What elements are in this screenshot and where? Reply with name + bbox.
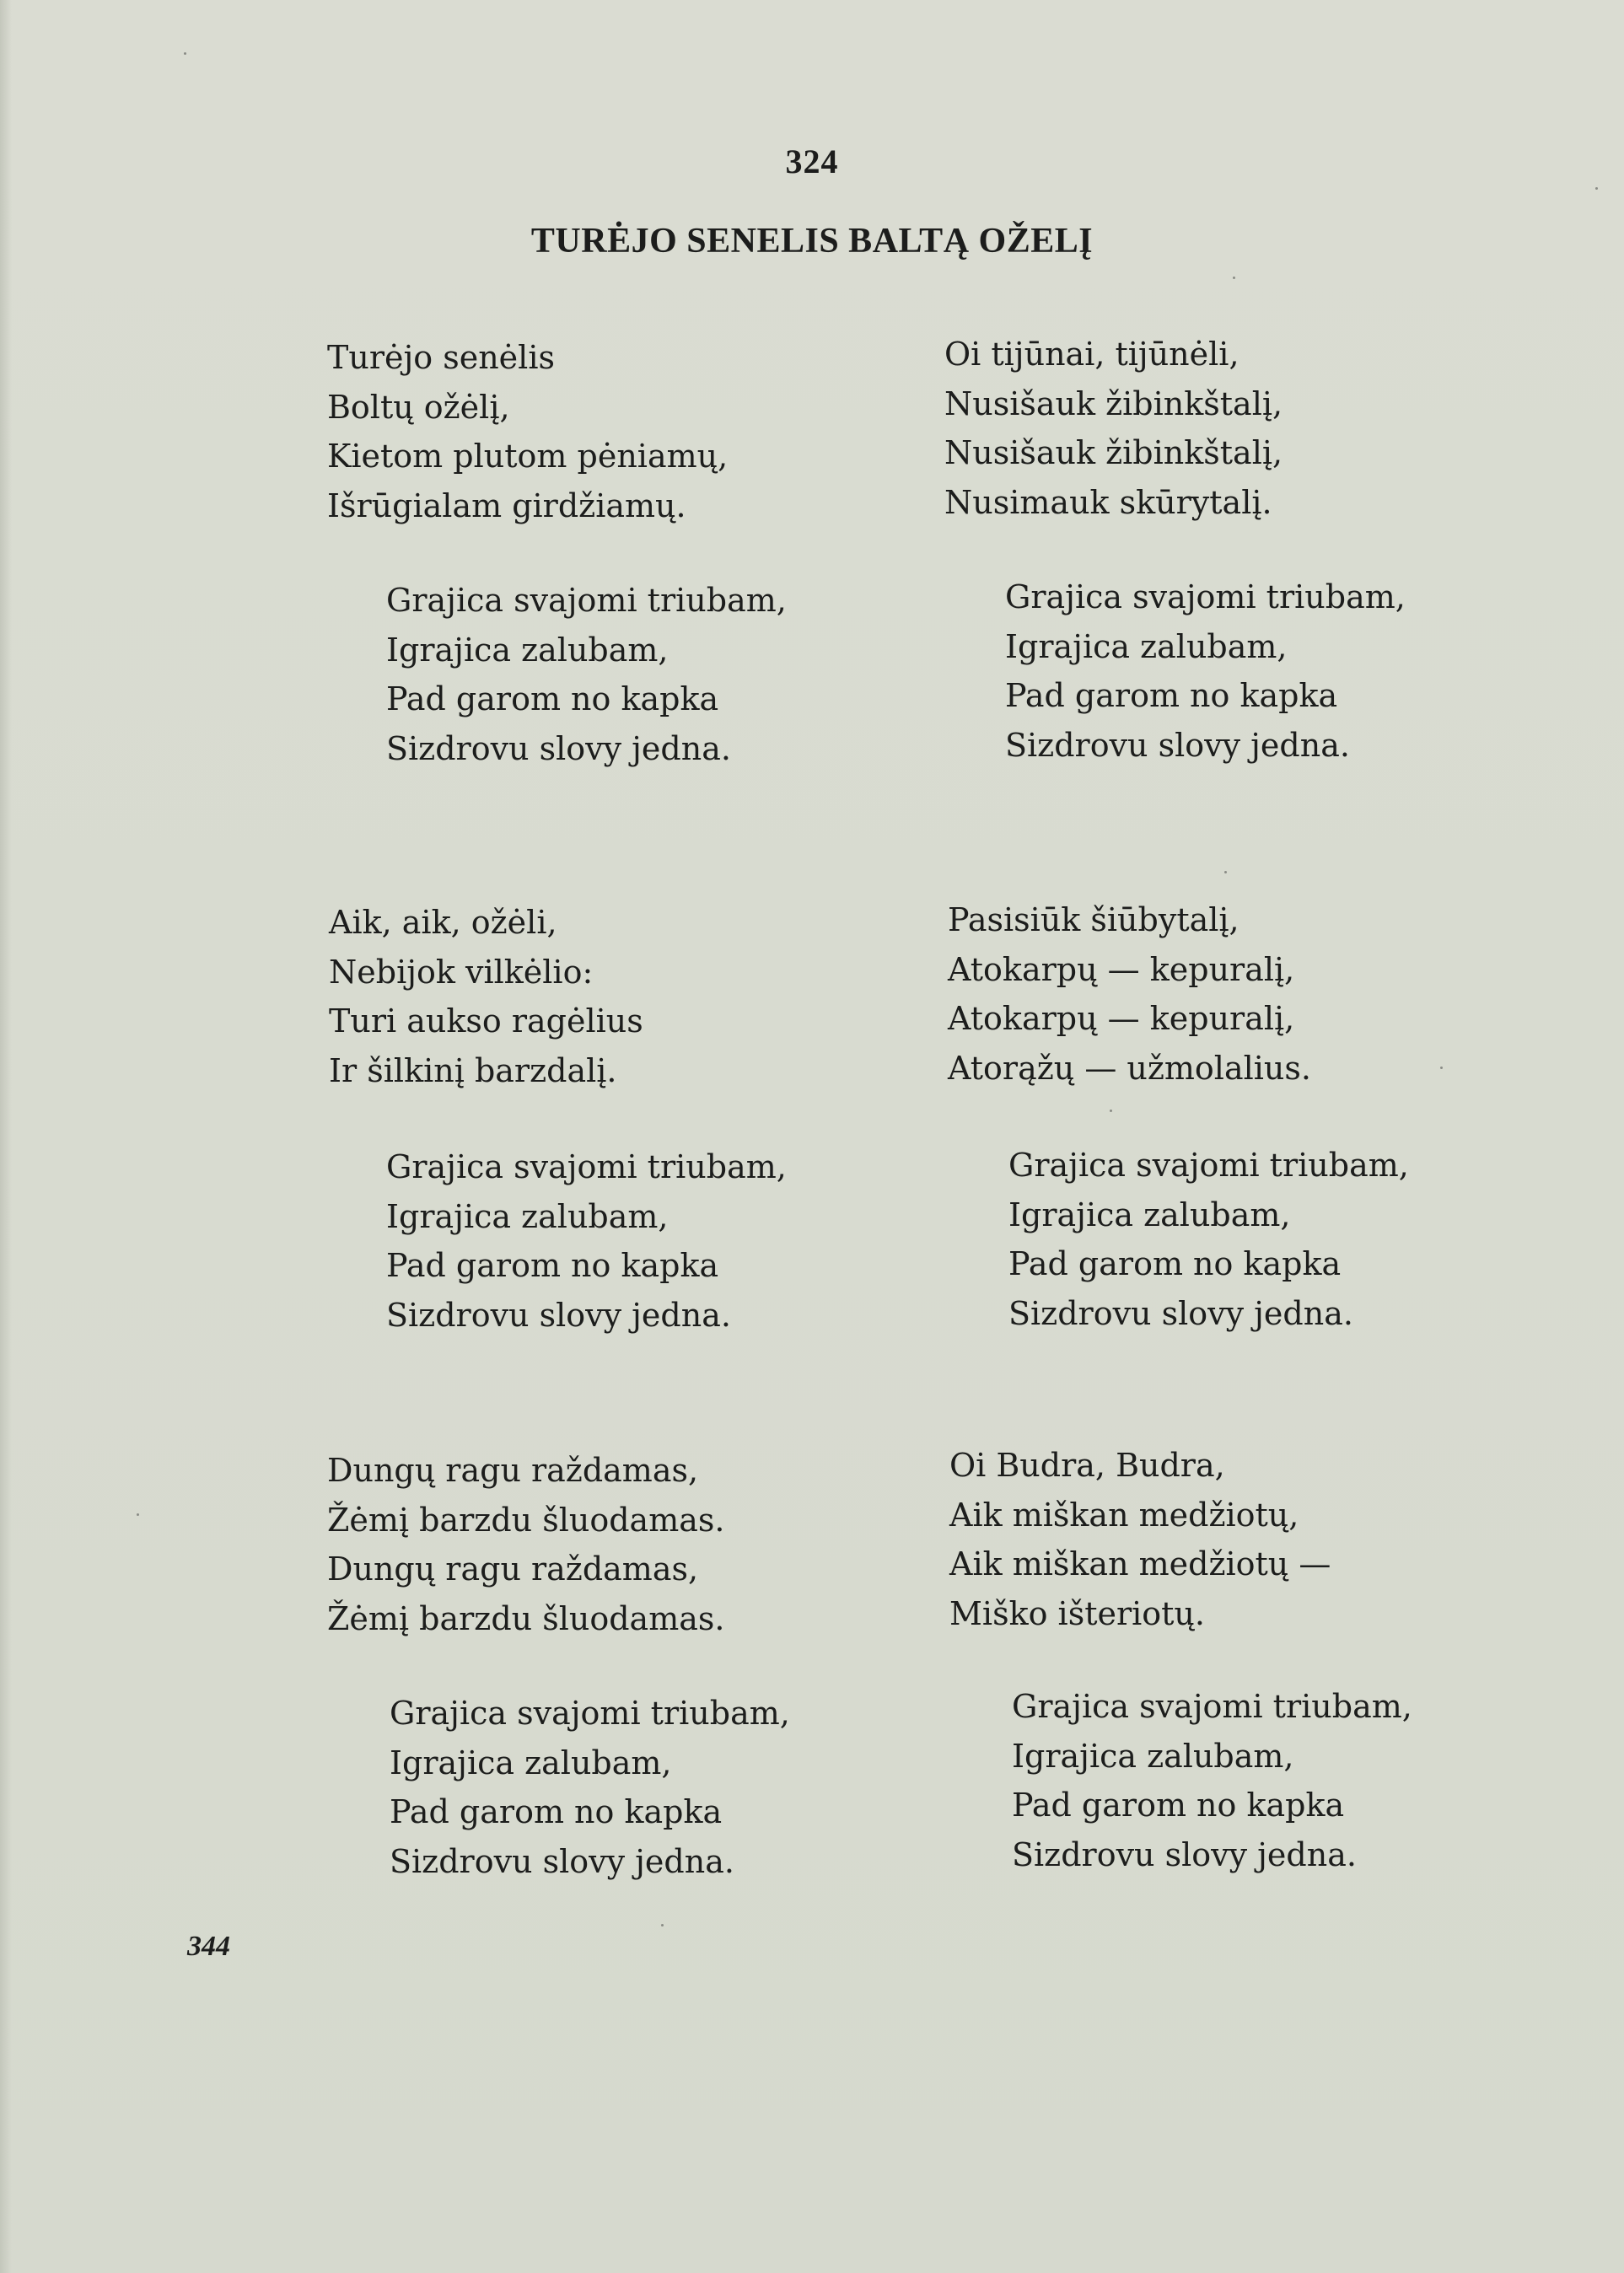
- refrain-line: Igrajica zalubam,: [1012, 1737, 1294, 1775]
- verse-line: Oi tijūnai, tijūnėli,: [944, 336, 1240, 373]
- refrain-line: Sizdrovu slovy jedna.: [1005, 726, 1350, 764]
- verse-line: Miško išteriotų.: [949, 1594, 1205, 1632]
- verse-line: Oi Budra, Budra,: [949, 1447, 1225, 1484]
- refrain-line: Grajica svajomi triubam,: [1012, 1688, 1412, 1725]
- verse-line: Pasisiūk šiūbytalį,: [948, 901, 1240, 938]
- verse-line: Nebijok vilkėlio:: [329, 953, 594, 991]
- verse-line: Aik miškan medžiotų,: [949, 1496, 1299, 1534]
- song-title: TURĖJO SENELIS BALTĄ OŽELĮ: [530, 222, 1094, 261]
- paper-speck: [1595, 187, 1598, 190]
- refrain-line: Sizdrovu slovy jedna.: [386, 1296, 731, 1334]
- paper-speck: [1440, 1067, 1443, 1069]
- verse-line: Turėjo senėlis: [327, 339, 555, 376]
- refrain-left-3: [390, 1689, 790, 1886]
- refrain-line: Sizdrovu slovy jedna.: [1012, 1835, 1357, 1873]
- stanza-left-2: [329, 898, 643, 1095]
- refrain-line: Pad garom no kapka: [390, 1793, 723, 1830]
- stanza-left-3: [327, 1446, 724, 1643]
- refrain-line: Pad garom no kapka: [1005, 677, 1338, 714]
- verse-line: Boltų ožėlį,: [327, 388, 510, 426]
- paper-speck: [137, 1513, 139, 1516]
- page-binding-shadow: [0, 0, 12, 2273]
- paper-speck: [661, 1924, 664, 1926]
- verse-line: Turi aukso ragėlius: [329, 1002, 643, 1040]
- refrain-line: Sizdrovu slovy jedna.: [390, 1842, 734, 1880]
- verse-line: Dungų ragu raždamas,: [327, 1550, 699, 1588]
- refrain-line: Igrajica zalubam,: [386, 1197, 669, 1235]
- verse-line: Atorąžų — užmolalius.: [948, 1049, 1311, 1087]
- refrain-left-2: [386, 1142, 787, 1340]
- refrain-right-3: [1012, 1682, 1412, 1879]
- verse-line: Ir šilkinį barzdalį.: [329, 1051, 617, 1089]
- refrain-right-1: [1005, 572, 1406, 770]
- stanza-right-1: [944, 330, 1283, 527]
- verse-line: Aik miškan medžiotų —: [949, 1545, 1331, 1583]
- refrain-line: Pad garom no kapka: [1008, 1245, 1342, 1282]
- paper-speck: [1233, 277, 1235, 279]
- refrain-line: Grajica svajomi triubam,: [390, 1695, 790, 1732]
- refrain-line: Grajica svajomi triubam,: [1005, 578, 1406, 615]
- refrain-line: Igrajica zalubam,: [1008, 1196, 1291, 1233]
- refrain-line: Igrajica zalubam,: [390, 1744, 672, 1781]
- paper-speck: [1110, 1110, 1112, 1112]
- verse-line: Nusišauk žibinkštalį,: [944, 384, 1283, 422]
- refrain-line: Grajica svajomi triubam,: [386, 1148, 787, 1185]
- refrain-line: Igrajica zalubam,: [386, 631, 669, 669]
- refrain-line: Pad garom no kapka: [386, 680, 719, 717]
- verse-line: Išrūgialam girdžiamų.: [327, 486, 686, 524]
- verse-line: Atokarpų — kepuralį,: [948, 1000, 1295, 1037]
- refrain-line: Pad garom no kapka: [386, 1247, 719, 1284]
- refrain-line: Sizdrovu slovy jedna.: [386, 729, 731, 767]
- paper-speck: [1224, 871, 1227, 873]
- stanza-right-3: [949, 1441, 1331, 1638]
- verse-line: Atokarpų — kepuralį,: [948, 950, 1295, 988]
- refrain-line: Grajica svajomi triubam,: [386, 582, 787, 619]
- verse-line: Nusišauk žibinkštalį,: [944, 434, 1283, 471]
- verse-line: Žėmį barzdu šluodamas.: [327, 1599, 725, 1637]
- verse-line: Dungų ragu raždamas,: [327, 1452, 699, 1489]
- verse-line: Nusimauk skūrytalį.: [944, 483, 1272, 521]
- refrain-line: Sizdrovu slovy jedna.: [1008, 1294, 1353, 1332]
- refrain-line: Grajica svajomi triubam,: [1008, 1147, 1409, 1184]
- verse-line: Kietom plutom pėniamų,: [327, 438, 729, 475]
- refrain-line: Igrajica zalubam,: [1005, 627, 1288, 665]
- refrain-line: Pad garom no kapka: [1012, 1787, 1345, 1824]
- footer-page-number: 344: [187, 1931, 230, 1962]
- verse-line: Žėmį barzdu šluodamas.: [327, 1501, 725, 1539]
- page-number: 324: [785, 142, 839, 180]
- stanza-left-1: [327, 333, 728, 530]
- verse-line: Aik, aik, ožėli,: [329, 904, 557, 941]
- paper-speck: [184, 52, 186, 55]
- refrain-right-2: [1008, 1141, 1409, 1338]
- stanza-right-2: [948, 895, 1311, 1093]
- refrain-left-1: [386, 576, 787, 773]
